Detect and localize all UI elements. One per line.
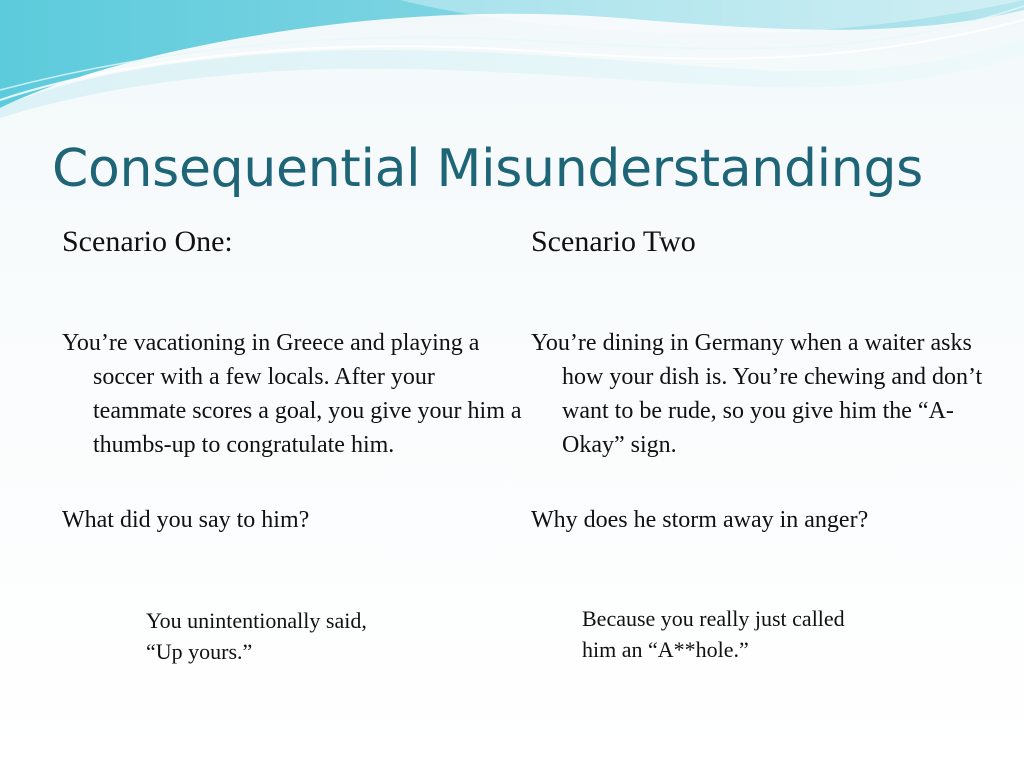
scenario-two-heading: Scenario Two: [531, 225, 696, 258]
scenario-one-question: What did you say to him?: [62, 507, 310, 533]
scenario-two-question: Why does he storm away in anger?: [531, 507, 869, 533]
scenario-one-answer: You unintentionally said, “Up yours.”: [146, 608, 367, 664]
wave-header-decoration: [0, 0, 1024, 120]
scenario-two-body: You’re dining in Germany when a waiter asks how your dish is. You’re chewing and don’t want to be rude, so you give him the “A-Okay” sign.: [531, 330, 983, 458]
slide-title: Consequential Misunderstandings: [52, 139, 923, 199]
scenario-one-body: You’re vacationing in Greece and playing a soccer with a few locals. After your teammate scores a goal, you give your him a thumbs-up to congratulate him.: [62, 330, 522, 458]
scenario-one-heading: Scenario One:: [62, 225, 233, 258]
scenario-two-answer: Because you really just called him an “A**hole.”: [582, 606, 845, 662]
